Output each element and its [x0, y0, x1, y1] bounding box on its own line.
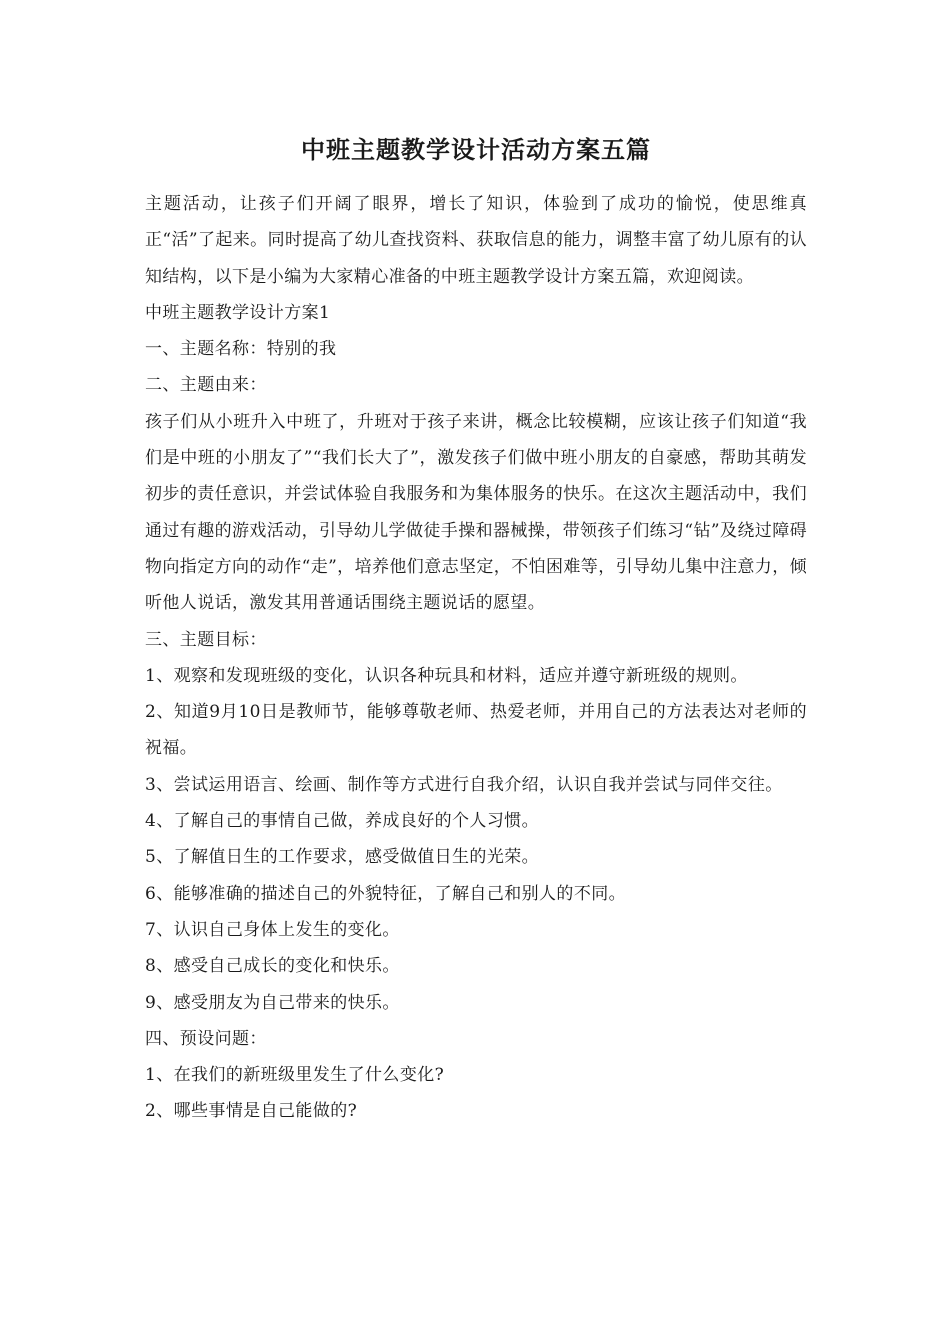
goal-item: 6、能够准确的描述自己的外貌特征，了解自己和别人的不同。: [145, 883, 627, 904]
goal-item: 8、感受自己成长的变化和快乐。: [145, 956, 400, 977]
goal-item: 9、感受朋友为自己带来的快乐。: [145, 992, 400, 1013]
theme-origin-paragraph: 孩子们从小班升入中班了，升班对于孩子来讲，概念比较模糊，应该让孩子们知道“我们是中班的小朋友了”“我们长大了”，激发孩子们做中班小朋友的自豪感，帮助其萌发初步的责任意识，并尝试体验自我服务和为集体服务的快乐。在这次主题活动中，我们通过有趣的游戏活动，引导幼儿学做徒手操和器械操，带领孩子们练习“钻”及绕过障碍物向指定方向的动作“走”，培养他们意志坚定，不怕困难等，引导幼儿集中注意力，倾听他人说话，激发其用普通话围绕主题说话的愿望。: [145, 411, 807, 614]
document-body: [145, 128, 807, 1130]
heading-theme-origin: 二、主题由来：: [145, 375, 267, 396]
goal-item: 4、了解自己的事情自己做，养成良好的个人习惯。: [145, 811, 540, 832]
heading-theme-name: 一、主题名称：特别的我: [145, 339, 337, 360]
question-item: 2、哪些事情是自己能做的?: [145, 1101, 358, 1122]
section-heading-plan-1: 中班主题教学设计方案1: [145, 302, 331, 323]
heading-preset-questions: 四、预设问题：: [145, 1028, 267, 1049]
goal-item: 2、知道9月10日是教师节，能够尊敬老师、热爱老师，并用自己的方法表达对老师的祝福。: [145, 702, 807, 759]
goal-item: 1、观察和发现班级的变化，认识各种玩具和材料，适应并遵守新班级的规则。: [145, 665, 748, 686]
document-title: 中班主题教学设计活动方案五篇: [301, 135, 651, 164]
intro-paragraph: 主题活动，让孩子们开阔了眼界，增长了知识，体验到了成功的愉悦，使思维真正“活”了起来。同时提高了幼儿查找资料、获取信息的能力，调整丰富了幼儿原有的认知结构，以下是小编为大家精心准备的中班主题教学设计方案五篇，欢迎阅读。: [145, 194, 807, 287]
goal-item: 5、了解值日生的工作要求，感受做值日生的光荣。: [145, 847, 540, 868]
goal-item: 7、认识自己身体上发生的变化。: [145, 919, 400, 940]
goal-item: 3、尝试运用语言、绘画、制作等方式进行自我介绍，认识自我并尝试与同伴交往。: [145, 774, 783, 795]
heading-theme-goals: 三、主题目标：: [145, 629, 267, 650]
question-item: 1、在我们的新班级里发生了什么变化?: [145, 1065, 445, 1086]
